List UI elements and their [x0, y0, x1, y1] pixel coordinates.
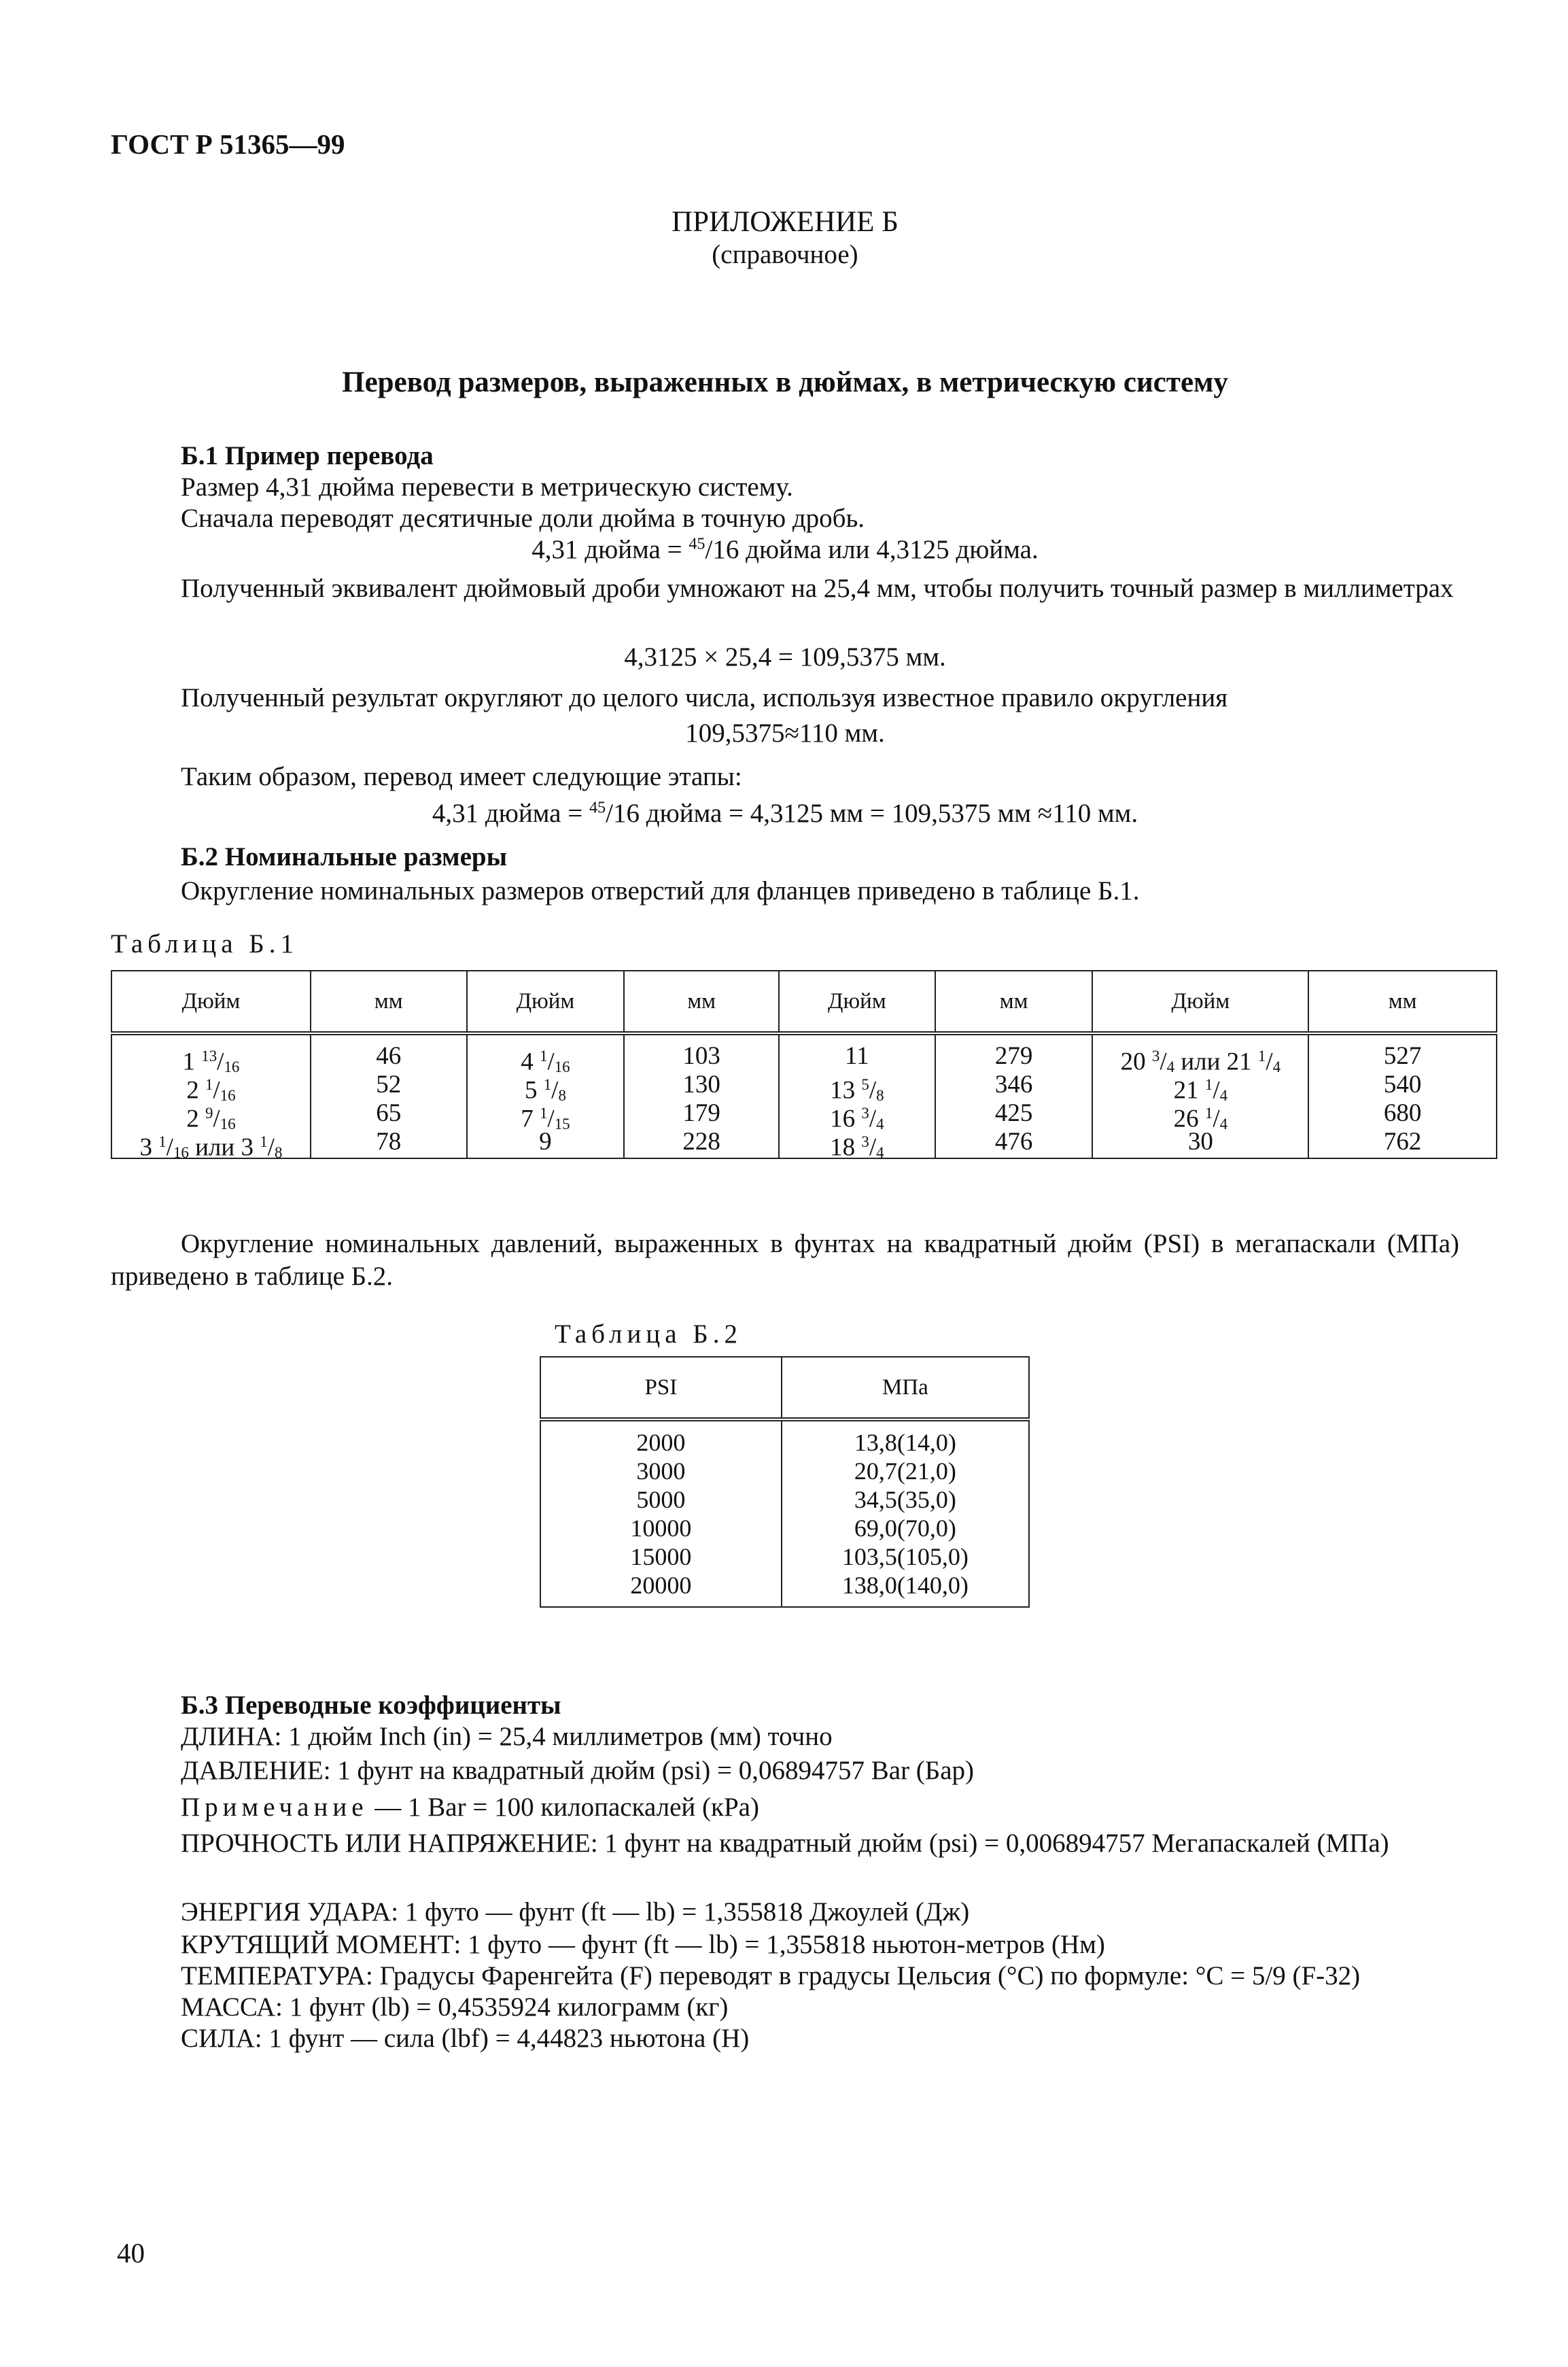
fraction-denominator: 4: [1219, 1087, 1228, 1105]
table-b1-header: Дюйм: [111, 971, 311, 1033]
table-b1-cell: [311, 1042, 466, 1071]
fraction-denominator: 4: [1166, 1058, 1175, 1076]
fraction-denominator: 8: [558, 1087, 566, 1105]
cell-text: 78: [376, 1128, 402, 1156]
table-b1-cell: [936, 1099, 1092, 1128]
cell-text: 762: [1383, 1128, 1422, 1156]
cell-text: 130: [682, 1071, 720, 1099]
cell-text: 425: [994, 1099, 1033, 1127]
fraction-denominator: 16: [554, 1058, 570, 1076]
cell-text: 13: [830, 1076, 862, 1105]
fraction-numerator: 1: [1204, 1105, 1213, 1122]
section-b3-heading: Б.3 Переводные коэффициенты: [181, 1691, 561, 1720]
cell-text: /: [166, 1133, 173, 1162]
cell-text: 5: [524, 1076, 544, 1105]
table-b1-cell: [625, 1099, 778, 1128]
mpa-value: 13,8(14,0): [854, 1429, 956, 1456]
table-b1-cell: [625, 1042, 778, 1071]
table-b1-header: мм: [624, 971, 779, 1033]
b1-formula2: 4,3125 × 25,4 = 109,5375 мм.: [624, 642, 946, 672]
b3-strength: ПРОЧНОСТЬ ИЛИ НАПРЯЖЕНИЕ: 1 фунт на квадратный дюйм (psi) = 0,006894757 Мегапаскалей (МПа): [181, 1829, 1389, 1858]
fraction-numerator: 3: [861, 1105, 869, 1122]
formula4-denominator: 16: [612, 799, 640, 828]
formula1-fraction: $^{45}$/16: [689, 534, 739, 564]
fraction-numerator: 1: [539, 1105, 548, 1122]
table-b1-column: [624, 1033, 779, 1158]
table-b1-column: [111, 1033, 311, 1162]
table-b1-cell: [625, 1071, 778, 1099]
table-b2-header-psi: PSI: [540, 1357, 782, 1419]
b3-length: ДЛИНА: 1 дюйм Inch (in) = 25,4 миллиметров (мм) точно: [181, 1722, 833, 1751]
table-b1-header: мм: [311, 971, 467, 1033]
table-b1-cell: [112, 1071, 310, 1105]
table-b1-column: [1308, 1033, 1497, 1158]
appendix-title: ПРИЛОЖЕНИЕ Б: [672, 206, 899, 238]
fraction-denominator: 16: [173, 1144, 189, 1162]
fraction-numerator: 3: [861, 1133, 869, 1150]
table-b1-cell: [625, 1128, 778, 1156]
b3-temperature: ТЕМПЕРАТУРА: Градусы Фаренгейта (F) переводят в градусы Цельсия (°С) по формуле: °С = 5/9 (F-32): [181, 1961, 1361, 1990]
table-b1-column: [467, 1033, 625, 1158]
psi-value: 3000: [636, 1457, 686, 1485]
cell-text: 228: [682, 1128, 720, 1156]
cell-text: 11: [845, 1042, 869, 1070]
table-b1: [111, 970, 1497, 1162]
psi-value: 20000: [630, 1572, 692, 1599]
formula4-fraction: $^{45}$/16: [589, 798, 640, 828]
b1-para2: Полученный эквивалент дюймовый дроби умножают на 25,4 мм, чтобы получить точный размер в миллиметрах: [181, 574, 1454, 603]
cell-text: /: [547, 1105, 555, 1133]
table-b1-header: мм: [935, 971, 1093, 1033]
b2-para2: Округление номинальных давлений, выраженных в фунтах на квадратный дюйм (PSI) в мегапаскали (МПа) приведено в таблице Б.2.: [111, 1229, 1459, 1291]
table-b2-mpa-column: [782, 1419, 1029, 1607]
mpa-value: 69,0(70,0): [854, 1515, 956, 1542]
table-b1-cell: [936, 1042, 1092, 1071]
table-b1-cell: [112, 1099, 310, 1133]
fraction-denominator: 16: [220, 1087, 236, 1105]
fraction-numerator: 1: [205, 1076, 213, 1093]
b3-mass: МАССА: 1 фунт (lb) = 0,4535924 килограмм (кг): [181, 1992, 729, 2022]
table-b1-cell: [468, 1042, 624, 1076]
table-b1-cell: [1309, 1128, 1496, 1156]
b1-para3: Полученный результат округляют до целого числа, используя известное правило округления: [181, 683, 1228, 712]
cell-text: 26: [1173, 1105, 1205, 1133]
table-b1-cell: [468, 1128, 624, 1156]
fraction-numerator: 13: [201, 1048, 217, 1065]
b3-pressure: ДАВЛЕНИЕ: 1 фунт на квадратный дюйм (psi) = 0,06894757 Bar (Бар): [181, 1756, 974, 1785]
cell-text: 18: [830, 1133, 862, 1162]
formula4-suffix: дюйма = 4,3125 мм = 109,5375 мм ≈110 мм.: [639, 799, 1138, 828]
table-b1-header: Дюйм: [467, 971, 625, 1033]
cell-text: /: [1213, 1076, 1220, 1105]
cell-text: 2: [186, 1076, 205, 1105]
table-b1-header: мм: [1308, 971, 1497, 1033]
appendix-subtitle: (справочное): [712, 240, 858, 269]
section-b2-heading: Б.2 Номинальные размеры: [181, 842, 508, 871]
psi-value: 15000: [630, 1543, 692, 1570]
cell-text: 20: [1120, 1048, 1152, 1076]
b3-energy: ЭНЕРГИЯ УДАРА: 1 футо — фунт (ft — lb) = 1,355818 Джоулей (Дж): [181, 1897, 970, 1927]
table-b1-cell: [112, 1128, 310, 1162]
table-b1-header: Дюйм: [1092, 971, 1308, 1033]
table-b1-cell: [936, 1128, 1092, 1156]
fraction-denominator: 16: [220, 1116, 236, 1133]
cell-text: 3: [139, 1133, 159, 1162]
fraction-numerator: 1: [1204, 1076, 1213, 1093]
table-b1-cell: [112, 1042, 310, 1076]
formula1-denominator: 16: [712, 535, 739, 564]
psi-value: 10000: [630, 1515, 692, 1542]
formula1-numerator: 45: [689, 534, 705, 553]
table-b1-cell: [936, 1071, 1092, 1099]
cell-text: /: [1160, 1048, 1167, 1076]
cell-text: /: [213, 1076, 220, 1105]
b3-torque: КРУТЯЩИЙ МОМЕНТ: 1 футо — фунт (ft — lb) = 1,355818 ньютон-метров (Нм): [181, 1930, 1105, 1959]
fraction-numerator: 1: [1257, 1048, 1266, 1065]
b1-formula1: [111, 534, 1459, 565]
table-b1-cell: [1093, 1128, 1308, 1156]
table-b1-column: [311, 1033, 467, 1158]
table-b1-cell: [311, 1099, 466, 1128]
table-b1-column: [1092, 1033, 1308, 1158]
cell-text: 16: [830, 1105, 862, 1133]
b1-formula3: 109,5375≈110 мм.: [685, 719, 885, 748]
fraction-numerator: 1: [543, 1076, 552, 1093]
fraction-denominator: 4: [1219, 1116, 1228, 1133]
table-b1-cell: [780, 1099, 935, 1133]
mpa-value: 20,7(21,0): [854, 1457, 956, 1485]
mpa-value: 103,5(105,0): [841, 1543, 969, 1570]
page-number: 40: [117, 2237, 145, 2268]
cell-text: 103: [682, 1042, 720, 1070]
formula1-suffix: дюйма или 4,3125 дюйма.: [739, 535, 1039, 564]
b1-line1: Размер 4,31 дюйма перевести в метрическую систему.: [181, 472, 793, 502]
note-text: — 1 Bar = 100 килопаскалей (кРа): [368, 1793, 759, 1822]
table-b1-cell: [1309, 1042, 1496, 1071]
cell-text: 1: [182, 1048, 202, 1076]
table-b1-cell: [1309, 1071, 1496, 1099]
b1-line2: Сначала переводят десятичные доли дюйма в точную дробь.: [181, 504, 865, 533]
b1-para4: Таким образом, перевод имеет следующие этапы:: [181, 762, 742, 791]
cell-text: или 3: [188, 1133, 260, 1162]
cell-text: /: [869, 1105, 877, 1133]
mpa-value: 34,5(35,0): [854, 1486, 956, 1513]
table-b1-body-row: [111, 1033, 1497, 1158]
b2-line1: Округление номинальных размеров отверстий для фланцев приведено в таблице Б.1.: [181, 876, 1140, 905]
cell-text: 4: [521, 1048, 540, 1076]
cell-text: 52: [376, 1071, 402, 1099]
main-title: Перевод размеров, выраженных в дюймах, в метрическую систему: [342, 366, 1228, 398]
fraction-numerator: 1: [539, 1048, 548, 1065]
cell-text: 2: [186, 1105, 205, 1133]
fraction-denominator: 8: [876, 1087, 884, 1105]
fraction-numerator: 3: [1151, 1048, 1160, 1065]
cell-text: 179: [682, 1099, 720, 1127]
cell-text: 346: [994, 1071, 1033, 1099]
b3-note: [181, 1792, 759, 1822]
cell-text: /: [267, 1133, 275, 1162]
cell-text: /: [217, 1048, 224, 1076]
table-b1-cell: [311, 1071, 466, 1099]
fraction-numerator: 1: [158, 1133, 167, 1150]
fraction-denominator: 16: [224, 1058, 240, 1076]
cell-text: /: [547, 1048, 555, 1076]
formula1-prefix: 4,31 дюйма =: [532, 535, 689, 564]
document-header: ГОСТ Р 51365—99: [111, 128, 345, 160]
table-b2-header-row: [540, 1357, 1029, 1419]
table-b1-column: [779, 1033, 935, 1162]
table-b1-column: [935, 1033, 1093, 1158]
cell-text: /: [213, 1105, 220, 1133]
table-b1-cell: [468, 1071, 624, 1105]
fraction-denominator: 4: [1272, 1058, 1281, 1076]
table-b2-psi-column: [540, 1419, 782, 1607]
mpa-value: 138,0(140,0): [841, 1572, 969, 1599]
cell-text: /: [1266, 1048, 1273, 1076]
note-label: Примечание: [181, 1793, 368, 1822]
fraction-numerator: 5: [861, 1076, 869, 1093]
table-b1-caption: Таблица Б.1: [111, 929, 298, 958]
cell-text: /: [869, 1133, 877, 1162]
cell-text: 9: [539, 1128, 552, 1156]
cell-text: /: [1213, 1105, 1220, 1133]
table-b1-cell: [468, 1099, 624, 1133]
cell-text: 527: [1383, 1042, 1422, 1070]
table-b2-header-mpa: МПа: [782, 1357, 1029, 1419]
cell-text: 680: [1383, 1099, 1422, 1127]
cell-text: /: [551, 1076, 559, 1105]
cell-text: 476: [994, 1128, 1033, 1156]
table-b2-body-row: [540, 1419, 1029, 1607]
formula4-numerator: 45: [589, 798, 606, 817]
table-b2: [540, 1356, 1030, 1608]
fraction-numerator: 9: [205, 1105, 213, 1122]
cell-text: 7: [521, 1105, 540, 1133]
cell-text: 21: [1173, 1076, 1205, 1105]
fraction-denominator: 15: [554, 1116, 570, 1133]
cell-text: 30: [1187, 1128, 1213, 1156]
table-b1-cell: [1093, 1042, 1308, 1076]
table-b1-cell: [780, 1128, 935, 1162]
cell-text: 46: [376, 1042, 402, 1070]
cell-text: 279: [994, 1042, 1033, 1070]
psi-value: 2000: [636, 1429, 686, 1456]
table-b1-header-row: [111, 971, 1497, 1033]
formula4-prefix: 4,31 дюйма =: [432, 799, 589, 828]
table-b1-cell: [1309, 1099, 1496, 1128]
cell-text: 540: [1383, 1071, 1422, 1099]
cell-text: 65: [376, 1099, 402, 1127]
table-b1-cell: [1093, 1099, 1308, 1133]
table-b1-cell: [311, 1128, 466, 1156]
section-b1-heading: Б.1 Пример перевода: [181, 441, 434, 470]
b3-force: СИЛА: 1 фунт — сила (lbf) = 4,44823 ньютона (Н): [181, 2024, 750, 2053]
fraction-denominator: 4: [876, 1144, 884, 1162]
fraction-denominator: 4: [876, 1116, 884, 1133]
fraction-numerator: 1: [260, 1133, 268, 1150]
b1-formula4: [111, 798, 1459, 829]
cell-text: /: [869, 1076, 877, 1105]
table-b2-caption: Таблица Б.2: [555, 1319, 742, 1349]
psi-value: 5000: [636, 1486, 686, 1513]
table-b1-header: Дюйм: [779, 971, 935, 1033]
table-b1-cell: [780, 1071, 935, 1105]
table-b1-cell: [780, 1042, 935, 1071]
fraction-denominator: 8: [274, 1144, 283, 1162]
cell-text: или 21: [1174, 1048, 1258, 1076]
